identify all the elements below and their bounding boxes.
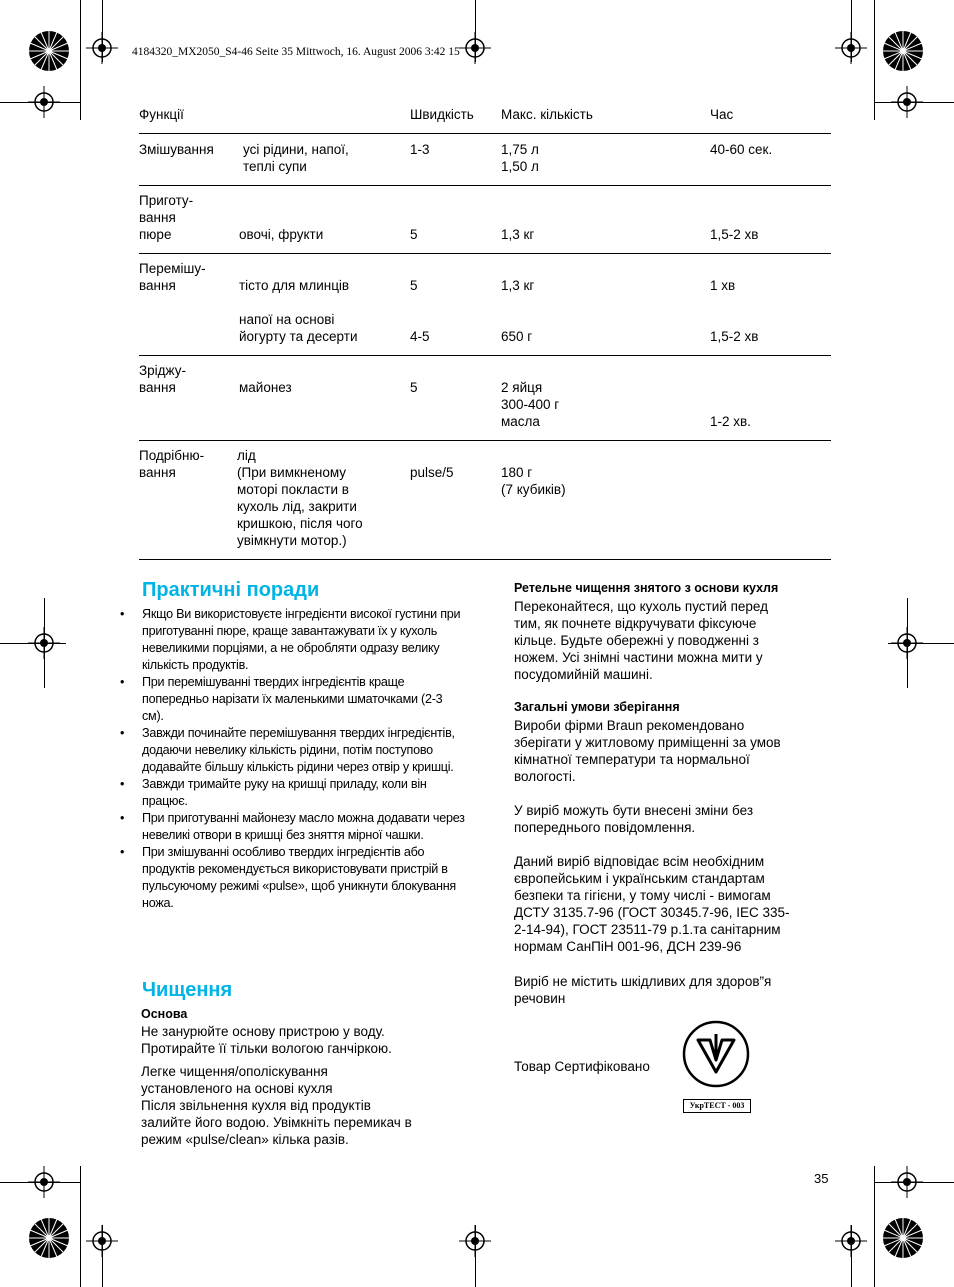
- row-speed: 5: [410, 278, 418, 293]
- registration-mark-icon: [835, 1225, 867, 1257]
- row-time: 1,5-2 хв: [710, 227, 759, 242]
- table-rule: [139, 440, 831, 441]
- row-speed: pulse/5: [410, 465, 454, 480]
- registration-mark-icon: [28, 86, 60, 118]
- page-number: 35: [814, 1171, 829, 1186]
- print-header: 4184320_MX2050_S4-46 Seite 35 Mittwoch, 16. August 2006 3:42 15: [132, 46, 460, 58]
- bullet-icon: •: [120, 811, 125, 825]
- registration-mark-icon: [891, 627, 923, 659]
- row-amount: 180 г (7 кубиків): [501, 465, 566, 497]
- table-rule: [139, 185, 831, 186]
- registration-mark-icon: [891, 1166, 923, 1198]
- row-function: Перемішу- вання: [139, 261, 206, 293]
- row-time: 1-2 хв.: [710, 414, 751, 429]
- tip-text: При змішуванні особливо твердих інгредієнтів або продуктів рекомендується використовувати пристрій в пульсуючому режимі «pulse», щоб уникнути блокування ножа.: [142, 845, 456, 910]
- careful-cleaning-heading: Ретельне чищення знятого з основи кухля: [514, 581, 779, 595]
- tip-text: Завжди тримайте руку на кришці приладу, коли він працює.: [142, 777, 427, 808]
- tip-text: Якщо Ви використовуєте інгредієнти високої густини при приготуванні пюре, краще завантажувати їх у кухоль невеликими порціями, а не обробляти одразу велику кількість продуктів.: [142, 607, 461, 672]
- color-star-target-icon: [28, 30, 70, 72]
- list-item: [120, 725, 465, 776]
- list-item: [120, 844, 465, 912]
- row-items-secondary: напої на основі йогурту та десерти: [239, 312, 358, 344]
- row-function: Приготу- вання пюре: [139, 193, 194, 242]
- row-items: майонез: [239, 380, 292, 395]
- list-item: [120, 674, 465, 725]
- table-rule: [139, 133, 831, 134]
- list-item: [120, 776, 465, 810]
- tip-text: При приготуванні майонезу масло можна додавати через невеликі отвори в кришці без зняття мірної чашки.: [142, 811, 465, 842]
- tips-heading: Практичні поради: [142, 579, 320, 601]
- color-star-target-icon: [28, 1217, 70, 1259]
- bullet-icon: •: [120, 845, 125, 859]
- table-rule: [139, 559, 831, 560]
- table-rule: [139, 253, 831, 254]
- base-text: Не занурюйте основу пристрою у воду. Протирайте її тільки вологою ганчіркою.: [141, 1024, 392, 1056]
- bullet-icon: •: [120, 675, 125, 689]
- registration-mark-icon: [86, 32, 118, 64]
- row-time: 1 хв: [710, 278, 736, 293]
- row-speed: 1-3: [410, 142, 430, 157]
- registration-mark-icon: [459, 1225, 491, 1257]
- row-speed-secondary: 4-5: [410, 329, 430, 344]
- row-function: Зріджу- вання: [139, 363, 186, 395]
- base-heading: Основа: [141, 1007, 188, 1021]
- registration-mark-icon: [86, 1225, 118, 1257]
- registration-mark-icon: [28, 627, 60, 659]
- list-item: [120, 606, 465, 674]
- color-star-target-icon: [882, 1217, 924, 1259]
- column-header-time: Час: [710, 107, 734, 122]
- tip-text: При перемішуванні твердих інгредієнтів краще попередньо нарізати їх маленькими шматочками (2-3 см).: [142, 675, 443, 723]
- row-amount: 1,75 л 1,50 л: [501, 142, 539, 174]
- changes-text: У виріб можуть бути внесені зміни без попереднього повідомлення.: [514, 803, 754, 835]
- tips-list: [120, 606, 465, 912]
- registration-mark-icon: [835, 32, 867, 64]
- bullet-icon: •: [120, 726, 125, 740]
- row-amount: 2 яйця 300-400 г масла: [501, 380, 560, 429]
- harmless-text: Виріб не містить шкідливих для здоров”я речовин: [514, 974, 772, 1006]
- column-header-amount: Макс. кількість: [501, 107, 593, 122]
- row-function: Подрібню- вання: [139, 448, 205, 480]
- registration-mark-icon: [891, 86, 923, 118]
- tip-text: Завжди починайте перемішування твердих інгредієнтів, додаючи невелику кількість рідини, потім поступово додавайте більшу кількість рідини через отвір у кришці.: [142, 726, 455, 774]
- table-rule: [139, 355, 831, 356]
- column-header-speed: Швидкість: [410, 107, 474, 122]
- registration-mark-icon: [28, 1166, 60, 1198]
- row-time-secondary: 1,5-2 хв: [710, 329, 759, 344]
- row-items: овочі, фрукти: [239, 227, 324, 242]
- row-items: лід (При вимкненому моторі покласти в кухоль лід, закрити кришкою, після чого увімкнути мотор.): [237, 448, 363, 548]
- color-star-target-icon: [882, 30, 924, 72]
- certified-text: Товар Сертифіковано: [514, 1059, 650, 1074]
- bullet-icon: •: [120, 777, 125, 791]
- cleaning-heading: Чищення: [142, 979, 233, 1001]
- jug-cleaning-text: Легке чищення/ополіскування установленого на основі кухля Після звільнення кухля від продуктів залийте його водою. Увімкніть перемикач в режим «pulse/clean» кілька разів.: [141, 1064, 412, 1147]
- certification-mark-icon: [682, 1020, 750, 1088]
- row-items: усі рідини, напої, теплі супи: [243, 142, 349, 174]
- row-amount: 1,3 кг: [501, 278, 535, 293]
- bullet-icon: •: [120, 607, 125, 621]
- row-speed: 5: [410, 380, 418, 395]
- row-amount: 1,3 кг: [501, 227, 535, 242]
- row-items: тісто для млинців: [239, 278, 350, 293]
- list-item: [120, 810, 465, 844]
- column-header-functions: Функції: [139, 107, 184, 122]
- storage-text: Вироби фірми Braun рекомендовано зберігати у житловому приміщенні за умов кімнатної температури та нормальної вологості.: [514, 718, 781, 784]
- storage-heading: Загальні умови зберігання: [514, 700, 680, 714]
- row-time: 40-60 сек.: [710, 142, 773, 157]
- row-amount-secondary: 650 г: [501, 329, 533, 344]
- careful-cleaning-text: Переконайтеся, що кухоль пустий перед тим, як почнете відкручувати фіксуюче кільце. Будьте обережні у поводженні з ножем. Усі знімні частини можна мити у посудомийній машині.: [514, 599, 768, 682]
- standards-text: Даний виріб відповідає всім необхідним європейським і українським стандартам безпеки та гігієни, у тому числі - вимогам ДСТУ 3135.7-96 (ГОСТ 30345.7-96, IEC 335- 2-14-94), ГОСТ 23511-79 р.1.та санітарним нормам СанПіН 001-96, ДСН 239-96: [514, 854, 790, 954]
- certification-code: УкрТЕСТ - 003: [683, 1099, 751, 1113]
- row-function: Змішування: [139, 142, 214, 157]
- registration-mark-icon: [459, 32, 491, 64]
- row-speed: 5: [410, 227, 418, 242]
